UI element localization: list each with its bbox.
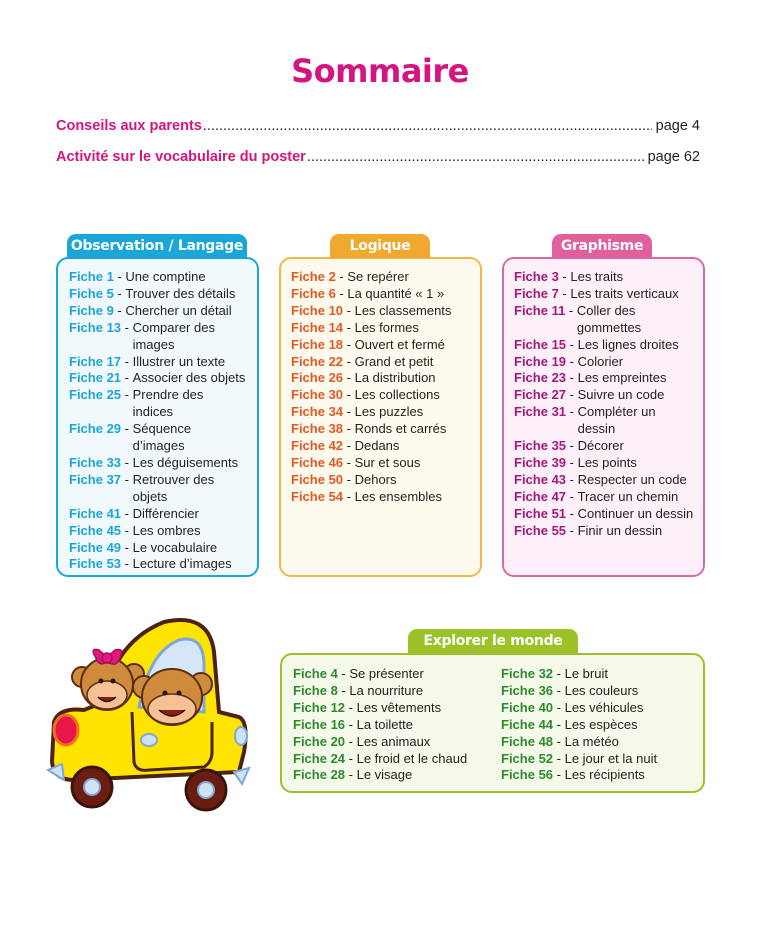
list-item[interactable]: Fiche 54 - Les ensembles bbox=[291, 488, 443, 504]
fiche-number: Fiche 49 bbox=[69, 539, 122, 555]
list-item[interactable]: Fiche 4 - Se présenter bbox=[293, 666, 424, 681]
fiche-number: Fiche 14 bbox=[291, 319, 344, 335]
list-item[interactable]: Fiche 6 - La quantité « 1 » bbox=[291, 285, 445, 301]
fiche-number: Fiche 42 bbox=[291, 438, 344, 454]
list-item[interactable]: Fiche 39 - Les points bbox=[514, 454, 637, 470]
fiche-title: Sur et sous bbox=[354, 454, 421, 470]
fiche-number: Fiche 52 bbox=[501, 750, 554, 766]
fiche-number: Fiche 2 bbox=[291, 269, 336, 284]
list-item[interactable]: Fiche 19 - Colorier bbox=[514, 353, 624, 369]
toc-label: Activité sur le vocabulaire du poster bbox=[56, 149, 306, 165]
car-headlight bbox=[54, 715, 78, 745]
list-item[interactable]: Fiche 33 - Les déguisements bbox=[69, 454, 239, 470]
list-item[interactable]: Fiche 27 - Suivre un code bbox=[514, 387, 665, 403]
car-sidelight bbox=[235, 727, 247, 745]
fiche-title: Ronds et carrés bbox=[354, 421, 447, 437]
fiche-title: Les véhicules bbox=[564, 699, 644, 715]
fiche-number: Fiche 33 bbox=[69, 454, 122, 470]
fiche-number: Fiche 16 bbox=[293, 716, 346, 732]
list-item[interactable]: Fiche 34 - Les puzzles bbox=[291, 404, 424, 420]
section-list-explorer-left bbox=[293, 666, 498, 784]
fiche-title: Les collections bbox=[354, 387, 440, 403]
fiche-number: Fiche 3 bbox=[514, 269, 559, 284]
fiche-title: Dehors bbox=[354, 471, 397, 487]
fiche-title: Colorier bbox=[577, 353, 624, 369]
fiche-title: Grand et petit bbox=[354, 353, 434, 369]
list-item[interactable]: Fiche 35 - Décorer bbox=[514, 438, 624, 454]
list-item[interactable]: Fiche 45 - Les ombres bbox=[69, 522, 201, 538]
toc-entry-parents[interactable] bbox=[56, 118, 700, 134]
list-item[interactable]: Fiche 18 - Ouvert et fermé bbox=[291, 336, 445, 352]
fiche-title: Les récipients bbox=[564, 767, 645, 783]
fiche-number: Fiche 1 bbox=[69, 269, 114, 284]
toc-entry-poster[interactable] bbox=[56, 149, 700, 165]
fiche-number: Fiche 13 bbox=[69, 319, 122, 335]
list-item[interactable]: Fiche 16 - La toilette bbox=[293, 716, 413, 732]
fiche-title: Se repérer bbox=[347, 269, 409, 284]
list-item[interactable]: Fiche 26 - La distribution bbox=[291, 370, 436, 386]
fiche-title: Le visage bbox=[356, 767, 413, 783]
fiche-number: Fiche 35 bbox=[514, 438, 567, 454]
fiche-title: Les empreintes bbox=[577, 370, 667, 386]
list-item[interactable]: Fiche 46 - Sur et sous bbox=[291, 454, 421, 470]
list-item[interactable]: Fiche 9 - Chercher un détail bbox=[69, 302, 232, 318]
fiche-title: La nourriture bbox=[349, 682, 424, 698]
fiche-number: Fiche 12 bbox=[293, 699, 346, 715]
fiche-title: Associer des objets bbox=[132, 370, 246, 386]
section-tab-graphisme: Graphisme bbox=[552, 234, 652, 258]
list-item[interactable]: Fiche 56 - Les récipients bbox=[501, 767, 645, 783]
fiche-title: Les couleurs bbox=[564, 682, 639, 698]
fiche-title: Respecter un code bbox=[577, 471, 687, 487]
list-item[interactable]: Fiche 49 - Le vocabulaire bbox=[69, 539, 218, 555]
fiche-title: Finir un dessin bbox=[577, 522, 663, 538]
fiche-number: Fiche 34 bbox=[291, 404, 344, 420]
fiche-title: Les déguisements bbox=[132, 454, 239, 470]
car-bumper-front bbox=[48, 764, 64, 780]
list-item[interactable]: Fiche 7 - Les traits verticaux bbox=[514, 285, 679, 301]
fiche-title: Lecture d’images bbox=[132, 556, 232, 572]
fiche-title: Séquence d’images bbox=[132, 421, 192, 454]
list-item[interactable]: Fiche 2 - Se repérer bbox=[291, 269, 409, 284]
fiche-number: Fiche 48 bbox=[501, 733, 554, 749]
fiche-number: Fiche 18 bbox=[291, 336, 344, 352]
fiche-number: Fiche 36 bbox=[501, 682, 554, 698]
fiche-title: Compléter un dessin bbox=[577, 404, 656, 437]
fiche-number: Fiche 54 bbox=[291, 488, 344, 504]
leader-dots bbox=[203, 118, 652, 134]
monkeys-car-illustration bbox=[44, 612, 259, 817]
list-item[interactable]: Fiche 8 - La nourriture bbox=[293, 682, 424, 698]
list-item[interactable]: Fiche 55 - Finir un dessin bbox=[514, 522, 663, 538]
fiche-number: Fiche 11 bbox=[514, 302, 566, 318]
list-item[interactable]: Fiche 37 - Retrouver des objets bbox=[69, 472, 254, 506]
car-door-handle bbox=[141, 734, 157, 746]
fiche-number: Fiche 19 bbox=[514, 353, 567, 369]
list-item[interactable]: Fiche 15 - Les lignes droites bbox=[514, 336, 679, 352]
fiche-number: Fiche 6 bbox=[291, 285, 336, 301]
fiche-title: Chercher un détail bbox=[125, 302, 232, 318]
fiche-title: Les points bbox=[577, 454, 637, 470]
fiche-number: Fiche 40 bbox=[501, 699, 554, 715]
list-item[interactable]: Fiche 1 - Une comptine bbox=[69, 269, 206, 284]
fiche-title: Continuer un dessin bbox=[577, 505, 694, 521]
fiche-title: Ouvert et fermé bbox=[354, 336, 445, 352]
fiche-title: Les espèces bbox=[564, 716, 638, 732]
fiche-number: Fiche 53 bbox=[69, 556, 122, 572]
fiche-number: Fiche 4 bbox=[293, 666, 338, 681]
fiche-title: Le bruit bbox=[564, 666, 608, 681]
section-list-explorer-right bbox=[501, 666, 701, 784]
fiche-title: Les formes bbox=[354, 319, 419, 335]
fiche-number: Fiche 46 bbox=[291, 454, 344, 470]
fiche-title: Les classements bbox=[354, 302, 452, 318]
fiche-title: Décorer bbox=[577, 438, 624, 454]
fiche-title: Dedans bbox=[354, 438, 400, 454]
fiche-number: Fiche 25 bbox=[69, 387, 122, 403]
list-item[interactable]: Fiche 25 - Prendre des indices bbox=[69, 387, 254, 421]
fiche-number: Fiche 38 bbox=[291, 421, 344, 437]
section-list-graphisme bbox=[514, 269, 704, 540]
fiche-title: Les traits bbox=[570, 269, 624, 284]
section-tab-explorer: Explorer le monde bbox=[408, 629, 578, 653]
fiche-number: Fiche 10 bbox=[291, 302, 344, 318]
list-item[interactable]: Fiche 44 - Les espèces bbox=[501, 716, 638, 732]
list-item[interactable]: Fiche 50 - Dehors bbox=[291, 471, 397, 487]
fiche-number: Fiche 31 bbox=[514, 404, 567, 420]
list-item[interactable]: Fiche 22 - Grand et petit bbox=[291, 353, 434, 369]
fiche-number: Fiche 43 bbox=[514, 471, 567, 487]
fiche-title: Les vêtements bbox=[356, 699, 442, 715]
list-item[interactable]: Fiche 10 - Les classements bbox=[291, 302, 452, 318]
fiche-number: Fiche 56 bbox=[501, 767, 554, 783]
fiche-number: Fiche 21 bbox=[69, 370, 122, 386]
fiche-number: Fiche 39 bbox=[514, 454, 567, 470]
car-bumper-back bbox=[234, 768, 249, 784]
leader-dots bbox=[307, 149, 644, 165]
list-item[interactable]: Fiche 53 - Lecture d’images bbox=[69, 556, 232, 572]
fiche-title: Prendre des indices bbox=[132, 387, 204, 420]
fiche-number: Fiche 23 bbox=[514, 370, 567, 386]
fiche-title: Illustrer un texte bbox=[132, 353, 226, 369]
list-item[interactable]: Fiche 28 - Le visage bbox=[293, 767, 413, 783]
fiche-title: Les ensembles bbox=[354, 488, 443, 504]
list-item[interactable]: Fiche 31 - Compléter un dessin bbox=[514, 404, 704, 438]
fiche-title: Trouver des détails bbox=[125, 285, 236, 301]
list-item[interactable]: Fiche 48 - La météo bbox=[501, 733, 619, 749]
fiche-number: Fiche 9 bbox=[69, 302, 114, 318]
fiche-title: La quantité « 1 » bbox=[347, 285, 445, 301]
fiche-number: Fiche 50 bbox=[291, 471, 344, 487]
fiche-number: Fiche 55 bbox=[514, 522, 567, 538]
list-item[interactable]: Fiche 29 - Séquence d’images bbox=[69, 421, 254, 455]
toc-label: Conseils aux parents bbox=[56, 118, 202, 134]
fiche-title: La météo bbox=[564, 733, 619, 749]
fiche-title: Les puzzles bbox=[354, 404, 424, 420]
list-item[interactable]: Fiche 38 - Ronds et carrés bbox=[291, 421, 447, 437]
fiche-number: Fiche 47 bbox=[514, 488, 567, 504]
section-list-logique bbox=[291, 269, 479, 506]
fiche-number: Fiche 29 bbox=[69, 421, 122, 437]
list-item[interactable]: Fiche 14 - Les formes bbox=[291, 319, 419, 335]
fiche-title: Tracer un chemin bbox=[577, 488, 679, 504]
fiche-title: Le jour et la nuit bbox=[564, 750, 658, 766]
fiche-number: Fiche 22 bbox=[291, 353, 344, 369]
section-list-observation bbox=[69, 269, 254, 573]
list-item[interactable]: Fiche 5 - Trouver des détails bbox=[69, 285, 236, 301]
list-item[interactable]: Fiche 30 - Les collections bbox=[291, 387, 440, 403]
toc-page: page 4 bbox=[655, 118, 700, 134]
fiche-title: Comparer des images bbox=[132, 319, 215, 352]
fiche-title: Suivre un code bbox=[577, 387, 665, 403]
fiche-title: Différencier bbox=[132, 505, 199, 521]
list-item[interactable]: Fiche 32 - Le bruit bbox=[501, 666, 608, 681]
list-item[interactable]: Fiche 13 - Comparer des images bbox=[69, 320, 254, 354]
fiche-number: Fiche 27 bbox=[514, 387, 567, 403]
page-title: Sommaire bbox=[291, 52, 469, 90]
fiche-number: Fiche 15 bbox=[514, 336, 567, 352]
fiche-title: Le vocabulaire bbox=[132, 539, 218, 555]
fiche-title: Les lignes droites bbox=[577, 336, 679, 352]
list-item[interactable]: Fiche 21 - Associer des objets bbox=[69, 370, 246, 386]
fiche-title: La distribution bbox=[354, 370, 436, 386]
fiche-title: Les animaux bbox=[356, 733, 431, 749]
list-item[interactable]: Fiche 36 - Les couleurs bbox=[501, 682, 639, 698]
list-item[interactable]: Fiche 23 - Les empreintes bbox=[514, 370, 667, 386]
section-tab-observation: Observation / Langage bbox=[67, 234, 247, 258]
fiche-title: Les ombres bbox=[132, 522, 201, 538]
list-item[interactable]: Fiche 42 - Dedans bbox=[291, 438, 400, 454]
fiche-title: Coller des gommettes bbox=[576, 302, 642, 335]
fiche-number: Fiche 8 bbox=[293, 682, 338, 698]
fiche-title: Le froid et le chaud bbox=[356, 750, 468, 766]
list-item[interactable]: Fiche 47 - Tracer un chemin bbox=[514, 488, 679, 504]
fiche-number: Fiche 32 bbox=[501, 666, 554, 681]
fiche-number: Fiche 41 bbox=[69, 505, 122, 521]
list-item[interactable]: Fiche 52 - Le jour et la nuit bbox=[501, 750, 658, 766]
list-item[interactable]: Fiche 3 - Les traits bbox=[514, 269, 624, 284]
fiche-number: Fiche 44 bbox=[501, 716, 554, 732]
fiche-number: Fiche 20 bbox=[293, 733, 346, 749]
list-item[interactable]: Fiche 20 - Les animaux bbox=[293, 733, 431, 749]
list-item[interactable]: Fiche 12 - Les vêtements bbox=[293, 699, 442, 715]
fiche-number: Fiche 28 bbox=[293, 767, 346, 783]
fiche-title: Une comptine bbox=[125, 269, 206, 284]
list-item[interactable]: Fiche 51 - Continuer un dessin bbox=[514, 505, 694, 521]
fiche-number: Fiche 7 bbox=[514, 285, 559, 301]
fiche-number: Fiche 37 bbox=[69, 471, 122, 487]
fiche-number: Fiche 51 bbox=[514, 505, 567, 521]
list-item[interactable]: Fiche 11 - Coller des gommettes bbox=[514, 303, 704, 337]
list-item[interactable]: Fiche 17 - Illustrer un texte bbox=[69, 353, 226, 369]
toc-page: page 62 bbox=[647, 149, 700, 165]
fiche-number: Fiche 45 bbox=[69, 522, 122, 538]
list-item[interactable]: Fiche 24 - Le froid et le chaud bbox=[293, 750, 468, 766]
fiche-number: Fiche 24 bbox=[293, 750, 346, 766]
fiche-title: La toilette bbox=[356, 716, 413, 732]
list-item[interactable]: Fiche 43 - Respecter un code bbox=[514, 471, 687, 487]
fiche-title: Les traits verticaux bbox=[570, 285, 679, 301]
fiche-title: Se présenter bbox=[349, 666, 424, 681]
fiche-number: Fiche 5 bbox=[69, 285, 114, 301]
fiche-number: Fiche 17 bbox=[69, 353, 122, 369]
list-item[interactable]: Fiche 41 - Différencier bbox=[69, 505, 199, 521]
fiche-number: Fiche 30 bbox=[291, 387, 344, 403]
fiche-number: Fiche 26 bbox=[291, 370, 344, 386]
fiche-title: Retrouver des objets bbox=[132, 471, 215, 504]
section-tab-logique: Logique bbox=[330, 234, 430, 258]
list-item[interactable]: Fiche 40 - Les véhicules bbox=[501, 699, 644, 715]
